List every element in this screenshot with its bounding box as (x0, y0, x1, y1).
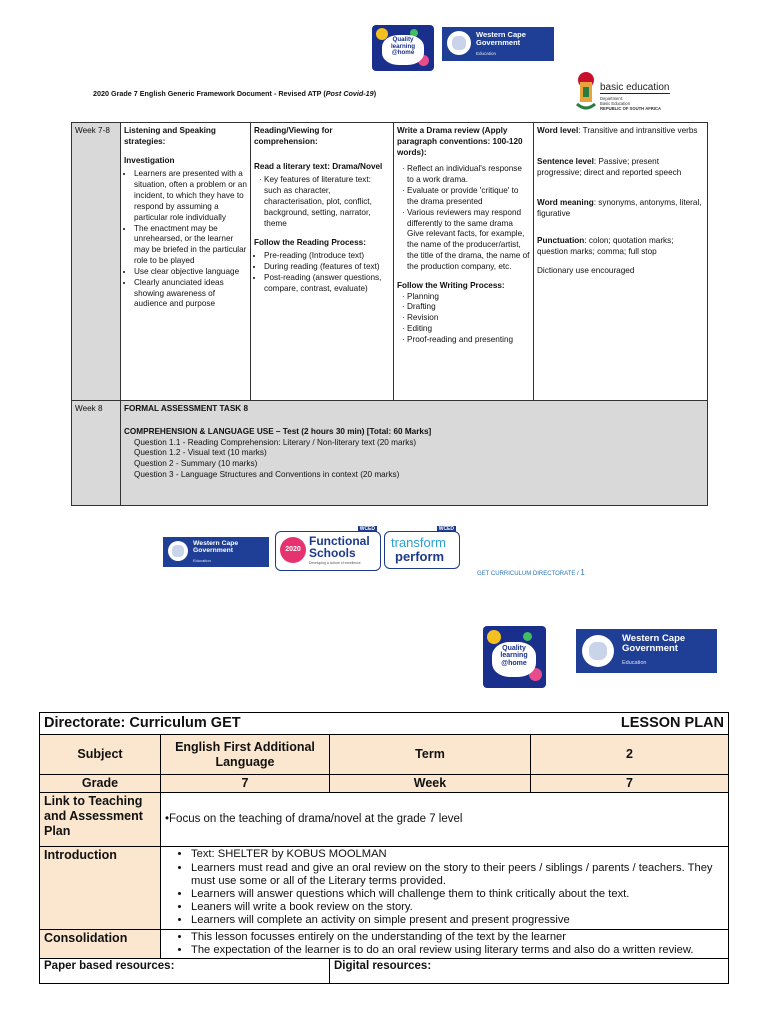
consolidation-value: • This lesson focusses entirely on the understanding of the text by the learner • The expectation of the learner is to do an oral review using literary terms and also do a written review. (161, 929, 729, 958)
week-cell: Week 7-8 (72, 123, 121, 401)
document-title: 2020 Grade 7 English Generic Framework Document - Revised ATP (Post Covid-19) (93, 89, 377, 98)
week-value: 7 (531, 775, 729, 793)
quality-learning-logo: Quality learning @home (483, 626, 546, 688)
subject-value: English First Additional Language (161, 735, 330, 775)
week-label: Week (330, 775, 531, 793)
listening-speaking-cell: Listening and Speaking strategies: Investigation • Learners are presented with a situation, often a problem or an incident, to which they have to respond by assuming a particular role individually • The enactment may be unrehearsed, or the learner may be briefed in the particular role to be played • Use clear objective language • Clearly anunciated ideas showing awareness of audience and purpose (121, 123, 251, 401)
link-label: Link to Teaching and Assessment Plan (40, 793, 161, 847)
coat-of-arms-icon (574, 70, 598, 114)
digital-resources-label: Digital resources: (330, 959, 729, 984)
atp-table (71, 122, 708, 506)
transform-perform-logo: transform perform WCED (384, 531, 460, 569)
western-cape-government-logo: Western Cape Government Education (442, 27, 554, 61)
paper-resources-label: Paper based resources: (40, 959, 330, 984)
western-cape-government-logo: Western Cape Government Education (163, 537, 269, 567)
language-cell: Word level: Transitive and intransitive verbs Sentence level: Passive; present progressive; direct and reported speech Word meaning: synonyms, antonyms, literal, figurative Punctuation: colon; quotation marks; question marks; comma; full stop Dictionary use encouraged (534, 123, 708, 401)
assessment-task-cell: FORMAL ASSESSMENT TASK 8 COMPREHENSION & LANGUAGE USE – Test (2 hours 30 min) [Total: 60 Marks] Question 1.1 - Reading Comprehension: Literary / Non-literary text (20 marks) Question 1.2 - Visual text (10 marks) Question 2 - Summary (10 marks) Question 3 - Language Structures and Conventions in context (20 marks) (121, 401, 708, 506)
western-cape-government-logo: Western Cape Government Education (576, 629, 717, 673)
consolidation-label: Consolidation (40, 929, 161, 958)
grade-value: 7 (161, 775, 330, 793)
subject-label: Subject (40, 735, 161, 775)
week-cell: Week 8 (72, 401, 121, 506)
lesson-plan-header: Directorate: Curriculum GET LESSON PLAN (40, 713, 729, 735)
reading-viewing-cell: Reading/Viewing for comprehension: Read a literary text: Drama/Novel · Key features of literature text: such as character, characterisation, plot, conflict, background, setting, narrator, theme Follow the Reading Process: • Pre-reading (Introduce text) • During reading (features of text) • Post-reading (answer questions, compare, contrast, evaluate) (251, 123, 394, 401)
quality-learning-logo: Quality learning @home (372, 25, 434, 71)
basic-education-logo: basic education Department: Basic Education REPUBLIC OF SOUTH AFRICA (574, 70, 684, 114)
link-value: •Focus on the teaching of drama/novel at the grade 7 level (161, 793, 729, 847)
grade-label: Grade (40, 775, 161, 793)
term-label: Term (330, 735, 531, 775)
writing-cell: Write a Drama review (Apply paragraph conventions: 100-120 words): · Reflect an individual's response to a work drama. · Evaluate or provide 'critique' to the drama presented · Various reviewers may respond differently to the same drama Give relevant facts, for example, the name of the producer/artist, the title of the drama, the name of the production company, etc. Follow the Writing Process: · Planning · Drafting · Revision · Editing · Proof-reading and presenting (394, 123, 534, 401)
lesson-plan-table (39, 712, 729, 984)
introduction-label: Introduction (40, 847, 161, 929)
functional-schools-logo: 2020 Functional Schools Developing a culture of excellence WCED (275, 531, 381, 571)
term-value: 2 (531, 735, 729, 775)
footer-directorate: GET CURRICULUM DIRECTORATE / 1 (477, 568, 585, 577)
introduction-value: • Text: SHELTER by KOBUS MOOLMAN • Learners must read and give an oral review on the story to their peers / siblings / parents / teachers. They must use some or all of the Literary terms provided. • Learners will answer questions which will challenge them to think critically about the text. • Leaners will write a book review on the story. • Learners will complete an activity on simple present and present progressive (161, 847, 729, 929)
